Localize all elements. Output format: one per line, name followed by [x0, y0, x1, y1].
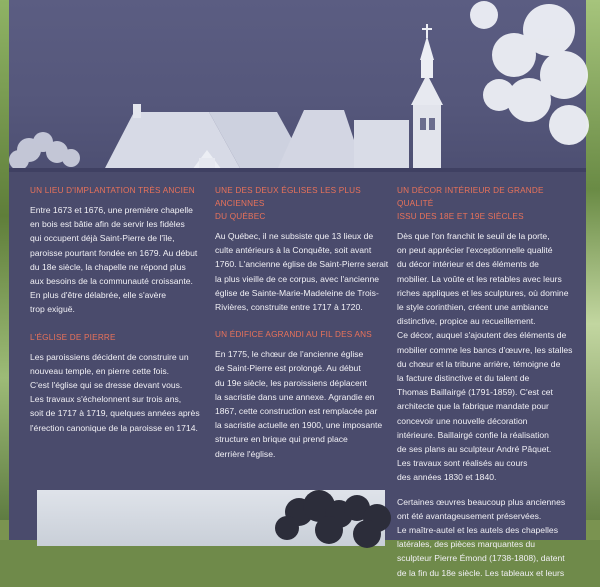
- section-paragraph: Au Québec, il ne subsiste que 13 lieux de culte antérieurs à la Conquête, soit avant 1760. L'ancienne église de Saint-Pierre serait la plus vieille de ce corpus, avec l'ancienne église de Sainte-Marie-Madeleine de Trois- Rivières, construite entre 1717 à 1720.: [215, 231, 389, 313]
- section-heading: UN ÉDIFICE AGRANDI AU FIL DES ANS: [215, 330, 372, 340]
- section-heading: UNE DES DEUX ÉGLISES LES PLUS ANCIENNES DU QUÉBEC: [215, 186, 361, 221]
- section-paragraph: Entre 1673 et 1676, une première chapelle en bois est bâtie afin de servir les fidèles qui occupent déjà Saint-Pierre de l'île, paroisse pourtant fondée en 1679. Au début du 18e siècle, la chapelle ne répond plus aux besoins de la communauté croissante. En plus d'être délabrée, elle s'avère trop exiguë.: [30, 205, 198, 315]
- photo-tree-graphic: [37, 490, 385, 546]
- section-paragraph: Dès que l'on franchit le seuil de la porte, on peut apprécier l'exceptionnelle qualité du décor intérieur et des éléments de mobilier. La voûte et les retables avec leurs riches appliques et les sculptures, où domine le style corinthien, créent une ambiance distinctive, propice au recueillement. Ce décor, auquel s'ajoutent des éléments de mobilier comme les bancs d'œuvre, les stalles du chœur et la tribune arrière, témoigne de la facture distinctive et du talent de Thomas Baillairgé (1791-1859). C'est cet architecte que la fabrique mandate pour concevoir une nouvelle décoration intérieure. Baillairgé confie la réalisation de ses plans au sculpteur André Pâquet. Les travaux sont réalisés au cours des années 1830 et 1840.: [397, 231, 573, 483]
- text-column-1: [30, 184, 206, 442]
- section-paragraph: En 1775, le chœur de l'ancienne église de Saint-Pierre est prolongé. Au début du 19e siècle, les paroissiens déplacent la sacristie dans une annexe. Agrandie en 1867, cette construction est remplacée par la sacristie actuelle en 1900, une imposante structure en brique qui prend place derrière l'église.: [215, 349, 383, 459]
- section-heading: L'ÉGLISE DE PIERRE: [30, 332, 116, 342]
- section-heading: UN LIEU D'IMPLANTATION TRÈS ANCIEN: [30, 186, 195, 195]
- church-illustration: [9, 0, 586, 172]
- interpretive-sign-panel: [9, 0, 586, 578]
- historic-photo: [37, 490, 385, 546]
- section-heading: UN DÉCOR INTÉRIEUR DE GRANDE QUALITÉ ISSU DES 18E ET 19E SIÈCLES: [397, 186, 544, 221]
- section-paragraph: Les paroissiens décident de construire un nouveau temple, en pierre cette fois. C'est l'église qui se dresse devant vous. Les travaux s'échelonnent sur trois ans, soit de 1717 à 1719, quelques années après l'érection canonique de la paroisse en 1714.: [30, 351, 200, 433]
- text-column-3: [397, 184, 573, 587]
- section-paragraph: Certaines œuvres beaucoup plus anciennes ont été avantageusement préservées. Le maître-autel et les autels des chapelles latérales, des pièces marquantes du sculpteur Pierre Émond (1738-1808), datent de la fin du 18e siècle. Les tableaux et leurs: [397, 496, 566, 578]
- text-column-2: [215, 184, 391, 468]
- church-silhouette-graphic: [9, 0, 586, 172]
